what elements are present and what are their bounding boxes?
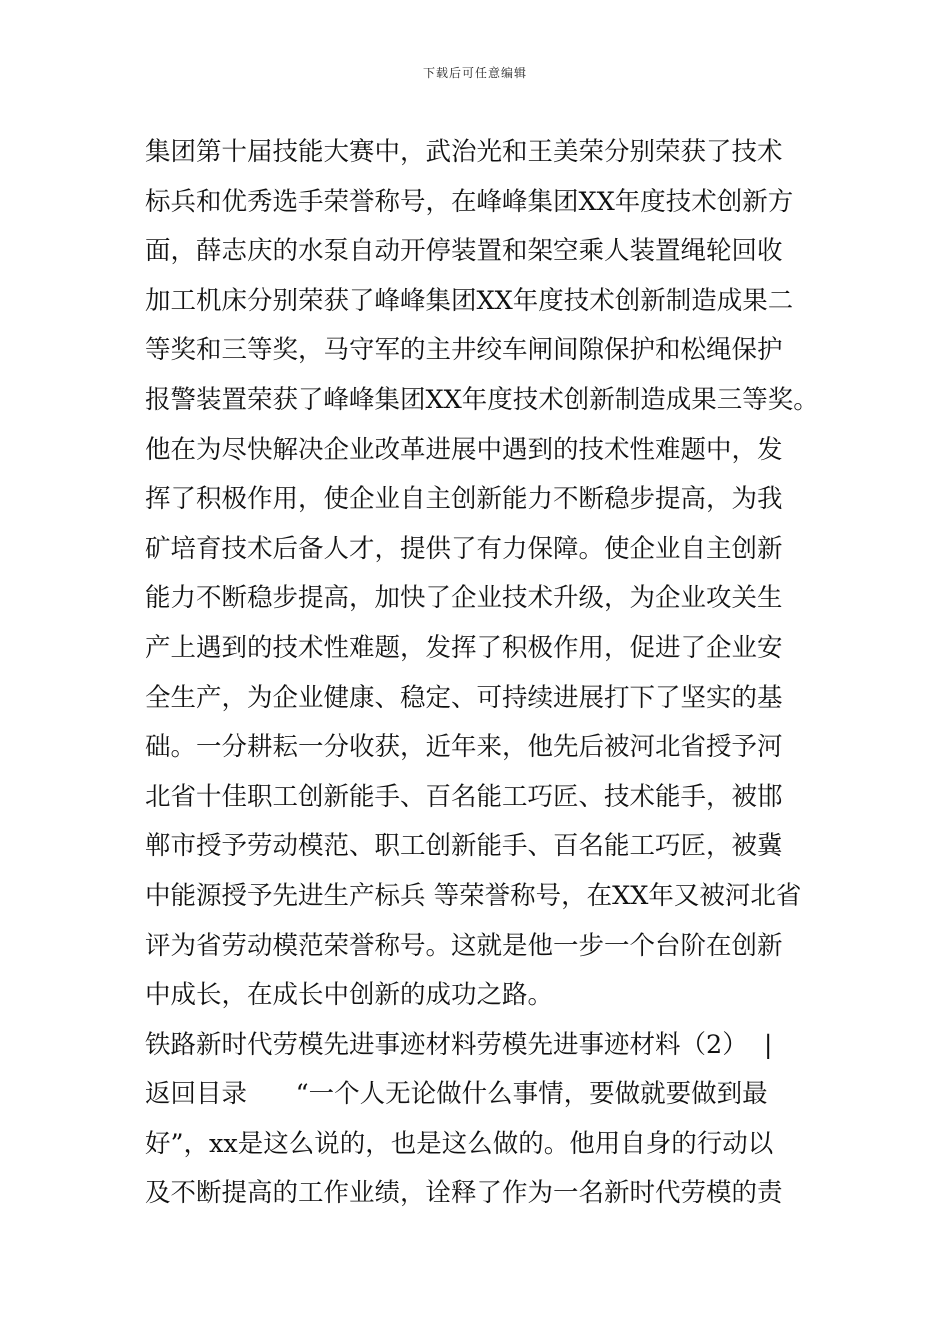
- text-line: 报警装置荣获了峰峰集团XX年度技术创新制造成果三等奖。: [145, 384, 819, 415]
- text-line: 评为省劳动模范荣誉称号。这就是他一步一个台阶在创新: [145, 930, 783, 961]
- text-line: 能力不断稳步提高，加快了企业技术升级，为企业攻关生: [145, 583, 783, 614]
- section-title-line: 铁路新时代劳模先进事迹材料劳模先进事迹材料（2） |: [145, 1029, 773, 1060]
- text-line: 产上遇到的技术性难题，发挥了积极作用，促进了企业安: [145, 632, 783, 663]
- text-line: 好”，xx是这么说的，也是这么做的。他用自身的行动以: [145, 1128, 774, 1159]
- text-line: 矿培育技术后备人才，提供了有力保障。使企业自主创新: [145, 533, 783, 564]
- text-line: 中成长，在成长中创新的成功之路。: [145, 980, 554, 1011]
- document-body: [145, 128, 825, 1219]
- text-line: 加工机床分别荣获了峰峰集团XX年度技术创新制造成果二: [145, 285, 794, 316]
- page-header: 下载后可任意编辑: [422, 66, 527, 80]
- text-line: 面，薛志庆的水泵自动开停装置和架空乘人装置绳轮回收: [145, 236, 783, 267]
- text-line: 郸市授予劳动模范、职工创新能手、百名能工巧匠，被冀: [145, 831, 783, 862]
- text-line: 等奖和三等奖，马守军的主井绞车闸间隙保护和松绳保护: [145, 335, 783, 366]
- text-line: 北省十佳职工创新能手、百名能工巧匠、技术能手，被邯: [145, 781, 783, 812]
- text-line: 挥了积极作用，使企业自主创新能力不断稳步提高，为我: [145, 484, 783, 515]
- text-line: 集团第十届技能大赛中，武治光和王美荣分别荣获了技术: [145, 137, 783, 167]
- return-toc-line: 返回目录 “一个人无论做什么事情，要做就要做到最: [145, 1079, 768, 1110]
- text-line: 他在为尽快解决企业改革进展中遇到的技术性难题中，发: [145, 434, 783, 465]
- text-line: 全生产，为企业健康、稳定、可持续进展打下了坚实的基: [145, 682, 783, 713]
- text-line: 中能源授予先进生产标兵 等荣誉称号，在XX年又被河北省: [145, 880, 802, 911]
- text-line: 及不断提高的工作业绩，诠释了作为一名新时代劳模的责: [145, 1178, 783, 1209]
- text-line: 标兵和优秀选手荣誉称号，在峰峰集团XX年度技术创新方: [145, 186, 794, 217]
- text-line: 础。一分耕耘一分收获，近年来，他先后被河北省授予河: [145, 732, 783, 763]
